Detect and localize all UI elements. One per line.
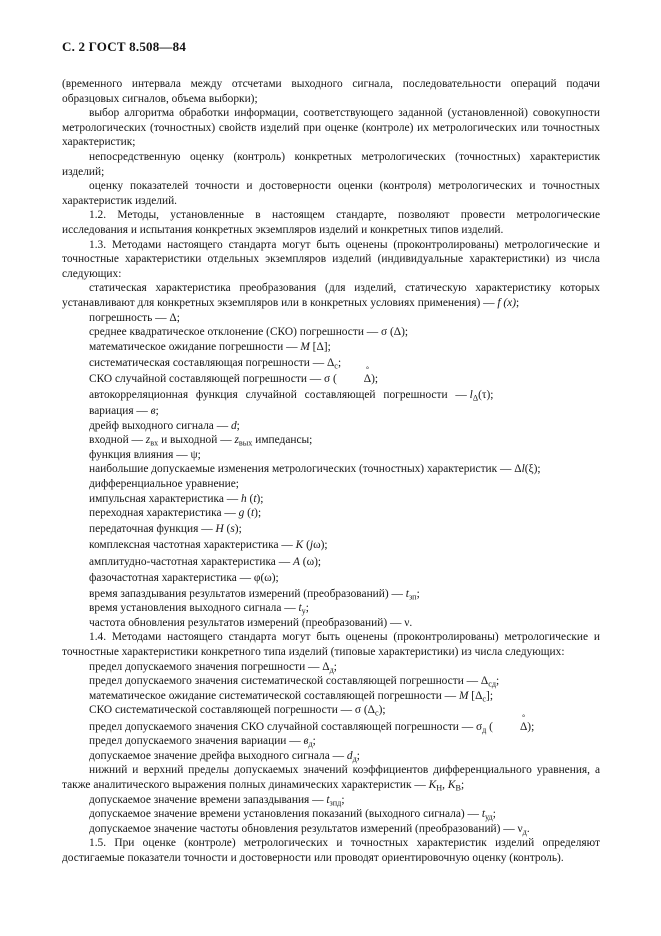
list-item-update-frequency: частота обновления результатов измерений (преобразований) — ν.: [89, 616, 413, 629]
section-1-2: 1.2. Методы, установленные в настоящем стандарте, позволяют провести метрологические исследования и испытания конкретных экземпляров изделий и конкретных типов изделий.: [62, 209, 600, 236]
list-item-coefficients: нижний и верхний пределы допускаемых значений коэффициентов дифференциального уравнения, а также аналитического выражения полных динамических характеристик — $K_Н$, $K_В$;: [62, 764, 600, 793]
list-item-diff-equation: дифференциальное уравнение;: [89, 478, 239, 491]
list-item-sko-random: СКО случайной составляющей погрешности — σ (° Δ);: [62, 372, 600, 387]
list-item-error: погрешность — Δ;: [89, 311, 180, 324]
list-item-settling-allowed: допускаемое значение времени установления показаний (выходного сигнала) — $t_{уд}$;: [89, 808, 496, 822]
list-item-autocorrelation: автокорреляционная функция случайной составляющей погрешности — $l_\Delta(\tau)$;: [89, 388, 494, 403]
list-item-systematic: систематическая составляющая погрешности — $\Delta_с$;: [89, 356, 342, 371]
list-item-variation: вариация — в;: [89, 405, 159, 418]
list-item-static-characteristic: статическая характеристика преобразования (для изделий, статическую характеристику которых устанавливают для конкретных экземпляров или в конкретных условиях применения) — f (x);: [62, 282, 600, 309]
paragraph-algorithm: выбор алгоритма обработки информации, соответствующего заданной (установленной) совокупности метрологических (точностных) свойств изделий при оценке (контроле) их метрологических или точностных характеристик;: [62, 107, 600, 149]
paragraph-direct-assessment: непосредственную оценку (контроль) конкретных метрологических (точностных) характеристик изделий;: [62, 150, 600, 178]
list-item-max-change: наибольшие допускаемые изменения метрологических (точностных) характеристик — Δl(ξ);: [89, 463, 541, 476]
list-item-limit-sko-random: предел допускаемого значения СКО случайной составляющей погрешности — $\sigma_д$ (° Δ);: [62, 720, 600, 735]
list-item-sko: среднее квадратическое отклонение (СКО) погрешности — σ (Δ);: [89, 326, 409, 339]
list-item-transient: переходная характеристика — g (t);: [89, 507, 262, 520]
list-item-transfer: передаточная функция — H (s);: [89, 523, 242, 536]
section-1-5: 1.5. При оценке (контроле) метрологических и точностных характеристик изделий определяют достигаемые показатели точности и достоверности или проводят ориентировочную оценку (контроль).: [62, 837, 600, 864]
list-item-influence-function: функция влияния — ψ;: [89, 448, 201, 461]
section-1-4: 1.4. Методами настоящего стандарта могут быть оценены (проконтролированы) метрологические и точностные характеристики конкретного типа изделий (типовые характеристики) из числа следующих:: [62, 631, 600, 659]
paragraph-indicators: оценку показателей точности и достоверности оценки (контроля) метрологических и точностных характеристик изделий.: [62, 180, 600, 207]
list-item-delay-allowed: допускаемое значение времени запаздывания — $t_{зпд}$;: [89, 793, 345, 807]
document-body: [62, 77, 600, 865]
list-item-expectation: математическое ожидание погрешности — M [Δ];: [89, 340, 331, 353]
list-item-limit-error: предел допускаемого значения погрешности — $\Delta_д$;: [89, 660, 337, 674]
page-header: С. 2 ГОСТ 8.508—84: [62, 39, 187, 54]
list-item-complex-frequency: комплексная частотная характеристика — K (jω);: [89, 539, 328, 552]
list-item-expect-systematic: математическое ожидание систематической составляющей погрешности — M $[\Delta_с]$;: [89, 689, 494, 704]
list-item-impedance: входной — $z_{вх}$ и выходной — $z_{вых}$ импедансы;: [89, 434, 313, 448]
list-item-limit-variation: предел допускаемого значения вариации — $в_д$;: [89, 735, 316, 749]
list-item-impulse: импульсная характеристика — h (t);: [89, 492, 264, 505]
list-item-delay: время запаздывания результатов измерений (преобразований) — $t_{зп}$;: [89, 587, 420, 601]
list-item-phase-frequency: фазочастотная характеристика — φ(ω);: [89, 571, 279, 584]
list-item-drift-allowed: допускаемое значение дрейфа выходного сигнала — $d_д$;: [89, 749, 360, 764]
list-item-sko-systematic: СКО систематической составляющей погрешности — σ $(\Delta_с)$;: [89, 704, 386, 718]
list-item-settling: время установления выходного сигнала — $t_у$;: [89, 602, 309, 616]
paragraph-intro-continuation: (временного интервала между отсчетами выходного сигнала, последовательности операций подачи образцовых сигналов, объема выборки);: [62, 78, 600, 105]
section-1-3: 1.3. Методами настоящего стандарта могут быть оценены (проконтролированы) метрологические и точностные характеристики отдельных экземпляров изделий (индивидуальные характеристики) из числа следующих:: [62, 238, 600, 280]
list-item-amplitude-frequency: амплитудно-частотная характеристика — A (ω);: [89, 555, 322, 568]
list-item-update-allowed: допускаемое значение частоты обновления результатов измерений (преобразований) — $\nu_д$.: [89, 822, 530, 836]
list-item-drift: дрейф выходного сигнала — d;: [89, 419, 240, 432]
list-item-limit-systematic: предел допускаемого значения систематической составляющей погрешности — $\Delta_{сд}$;: [89, 675, 500, 689]
